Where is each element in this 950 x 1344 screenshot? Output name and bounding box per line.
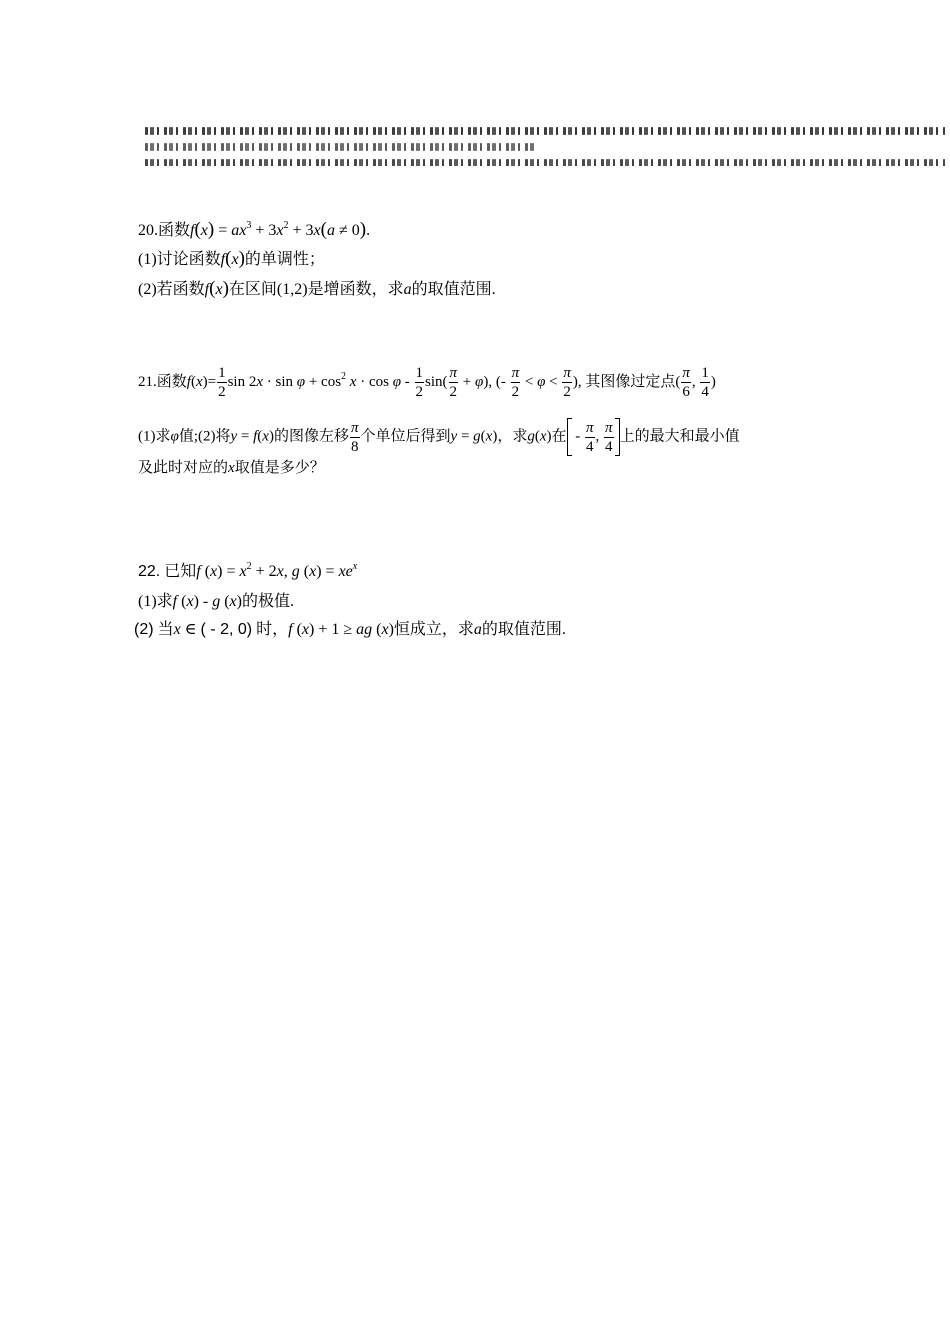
- q20-part2: (2)若函数f(x)在区间(1,2)是增函数，求a的取值范围.: [138, 278, 496, 299]
- q22-part1: (1)求f (x) - g (x)的极值.: [138, 593, 294, 610]
- garbled-text-band: [145, 124, 945, 166]
- q22-part2: (2) 当x ∈ ( - 2, 0) 时，f (x) + 1 ≥ ag (x)恒成立，求a的取值范围.: [134, 621, 566, 638]
- q21-parts: (1)求φ值;(2)将y = f(x)的图像左移 $\frac{\pi}{8}$ 个单位后得到y = g(x)，求g(x)在 - $\frac{\pi}{4}$ , $\frac{\pi}{4}$ 上的最大和最小值: [138, 419, 740, 455]
- q21-part2-continued: 及此时对应的x取值是多少？: [138, 460, 325, 476]
- q20-part1: (1)讨论函数f(x)的单调性；: [138, 248, 325, 269]
- q21-statement: 21.函数f(x)= $\frac{1}{2}$ $\sin 2x \cdot \sin \varphi + \cos^2 x \cdot \cos \varphi$ - $\frac{1}{2}$ sin( $\frac{\pi}{2}$ + φ), (- $\frac{\pi}{2}$ < φ < $\frac{\pi}{2}$ ), 其图像过定点( $\frac{\pi}{6}$ , $\frac{1}{4}$ ): [138, 365, 716, 400]
- q20-statement: 20.函数$f(x) = ax^3 + 3x^2 + 3x(a \ne 0)$.: [138, 219, 371, 240]
- q22-statement: 22. 已知f $(x) = x^2 + 2x$, g $(x) = xe^x$: [138, 561, 358, 580]
